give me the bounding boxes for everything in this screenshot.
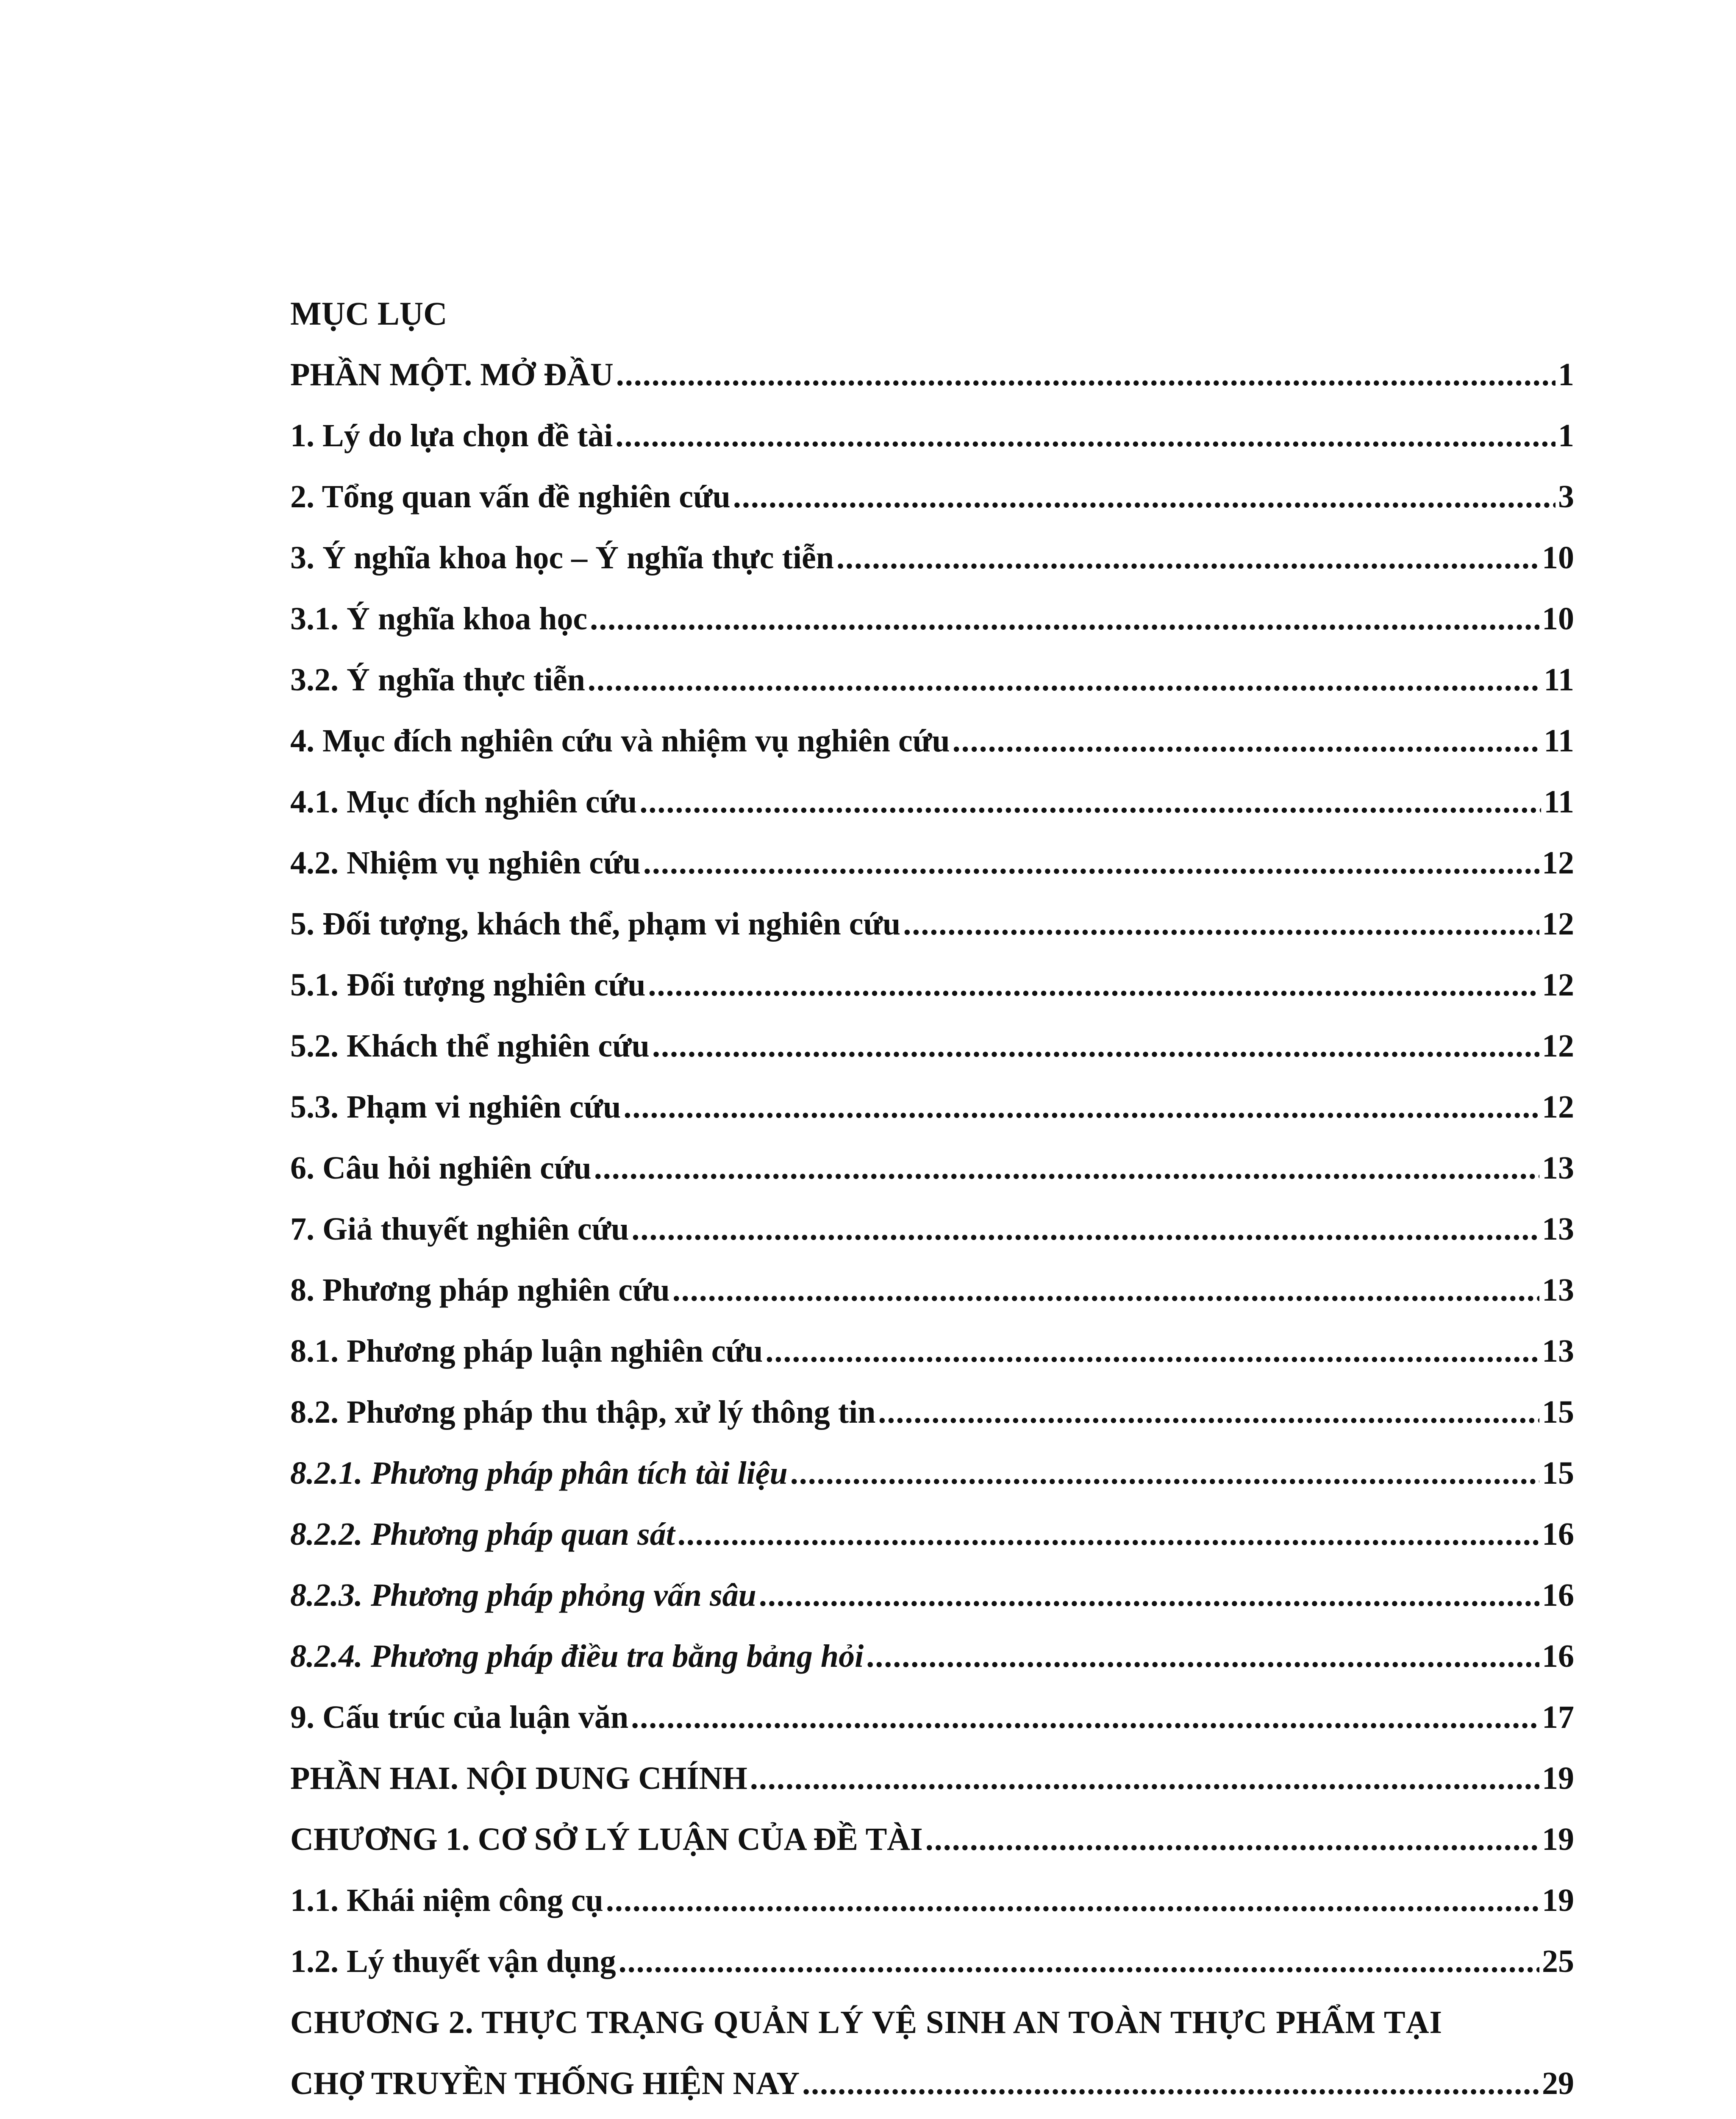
toc-entry-2[interactable] [290,466,1574,527]
dot-leader [588,649,1541,710]
toc-entry-page: 12 [1542,906,1574,942]
toc-entry-page: 11 [1544,784,1574,820]
toc-entry-label: 1. Lý do lựa chọn đề tài [290,418,613,453]
dot-leader [672,1260,1539,1321]
toc-entry-page: 11 [1544,662,1574,698]
toc-entry-9[interactable] [290,1687,1574,1748]
toc-entry-label: 2. Tổng quan vấn đề nghiên cứu [290,479,731,514]
dot-leader [765,1321,1539,1382]
toc-entry-page: 16 [1542,1638,1574,1674]
table-of-contents [290,283,1574,2114]
toc-entry-3-1[interactable] [290,588,1574,649]
toc-entry-label-line1: CHƯƠNG 2. THỰC TRẠNG QUẢN LÝ VỆ SINH AN TOÀN THỰC PHẨM TẠI [290,2005,1443,2040]
toc-entry-5-2[interactable] [290,1015,1574,1076]
dot-leader [616,344,1555,405]
toc-heading: MỤC LỤC [290,295,447,332]
dot-leader [878,1382,1539,1443]
dot-leader [590,588,1539,649]
toc-entry-page: 12 [1542,967,1574,1003]
toc-entry-5-1[interactable] [290,954,1574,1015]
toc-entry-label: 3. Ý nghĩa khoa học – Ý nghĩa thực tiễn [290,540,834,576]
dot-leader [652,1015,1539,1076]
toc-entry-line2 [290,2053,1574,2114]
dot-leader [733,466,1555,527]
toc-entry-page: 19 [1542,1821,1574,1857]
toc-entry-5[interactable] [290,893,1574,954]
toc-entry-label: 3.2. Ý nghĩa thực tiễn [290,662,585,698]
dot-leader [648,954,1539,1015]
toc-entry-chapter-1[interactable] [290,1809,1574,1870]
dot-leader [903,893,1539,954]
toc-entry-label: 9. Cấu trúc của luận văn [290,1699,629,1735]
toc-entry-page: 3 [1558,479,1574,514]
toc-entry-1-1[interactable] [290,1870,1574,1931]
dot-leader [615,405,1555,466]
toc-entry-page: 16 [1542,1516,1574,1552]
toc-entry-page: 10 [1542,540,1574,576]
toc-entry-6[interactable] [290,1137,1574,1199]
toc-entry-7[interactable] [290,1199,1574,1260]
toc-entry-page: 29 [1542,2066,1574,2101]
dot-leader [594,1137,1539,1199]
toc-entry-label: 8.2.2. Phương pháp quan sát [290,1516,675,1552]
toc-entry-8-2-3[interactable] [290,1565,1574,1626]
toc-entry-page: 12 [1542,1028,1574,1064]
dot-leader [643,832,1539,893]
toc-entry-page: 13 [1542,1272,1574,1308]
toc-entry-page: 17 [1542,1699,1574,1735]
toc-entry-label: CHƯƠNG 1. CƠ SỞ LÝ LUẬN CỦA ĐỀ TÀI [290,1821,923,1857]
toc-entry-label: 4.2. Nhiệm vụ nghiên cứu [290,845,641,881]
toc-entry-page: 1 [1558,418,1574,453]
toc-entry-8-1[interactable] [290,1321,1574,1382]
toc-entry-1-2[interactable] [290,1931,1574,1992]
toc-entry-label: 5. Đối tượng, khách thể, phạm vi nghiên cứu [290,906,901,942]
toc-entry-page: 16 [1542,1577,1574,1613]
toc-entry-label: 7. Giả thuyết nghiên cứu [290,1211,629,1247]
toc-entry-page: 25 [1542,1944,1574,1979]
dot-leader [678,1504,1539,1565]
dot-leader [639,771,1541,832]
toc-entry-label: 8. Phương pháp nghiên cứu [290,1272,670,1308]
toc-entry-8-2-4[interactable] [290,1626,1574,1687]
dot-leader [631,1687,1539,1748]
toc-entry-label: 8.2.4. Phương pháp điều tra bằng bảng hỏi [290,1638,864,1674]
toc-entry-label: 5.2. Khách thể nghiên cứu [290,1028,650,1064]
toc-entry-label: 1.2. Lý thuyết vận dụng [290,1944,616,1979]
toc-entry-page: 10 [1542,601,1574,637]
toc-entry-8[interactable] [290,1260,1574,1321]
toc-entry-label: 8.2.3. Phương pháp phỏng vấn sâu [290,1577,756,1613]
dot-leader [866,1626,1539,1687]
toc-entry-label: 8.1. Phương pháp luận nghiên cứu [290,1333,763,1369]
toc-entry-4-2[interactable] [290,832,1574,893]
toc-entry-label: 5.1. Đối tượng nghiên cứu [290,967,646,1003]
toc-entry-page: 19 [1542,1883,1574,1918]
toc-entry-page: 12 [1542,1089,1574,1125]
toc-entry-page: 15 [1542,1455,1574,1491]
dot-leader [759,1565,1539,1626]
dot-leader [619,1931,1539,1992]
dot-leader [802,2053,1539,2114]
dot-leader [750,1748,1539,1809]
toc-entry-label: 8.2.1. Phương pháp phân tích tài liệu [290,1455,788,1491]
toc-entry-page: 19 [1542,1760,1574,1796]
toc-entry-8-2-1[interactable] [290,1443,1574,1504]
toc-entry-page: 1 [1558,357,1574,392]
dot-leader [925,1809,1539,1870]
dot-leader [836,527,1539,588]
dot-leader [623,1076,1539,1137]
toc-entry-5-3[interactable] [290,1076,1574,1137]
toc-entry-part-2[interactable] [290,1748,1574,1809]
toc-entry-label: PHẦN HAI. NỘI DUNG CHÍNH [290,1760,747,1796]
toc-entry-1[interactable] [290,405,1574,466]
toc-entry-3-2[interactable] [290,649,1574,710]
toc-entry-label: PHẦN MỘT. MỞ ĐẦU [290,357,614,392]
toc-entry-4[interactable] [290,710,1574,771]
dot-leader [953,710,1542,771]
toc-entry-page: 12 [1542,845,1574,881]
toc-entry-label: 8.2. Phương pháp thu thập, xử lý thông tin [290,1394,876,1430]
toc-entry-page: 15 [1542,1394,1574,1430]
toc-entry-4-1[interactable] [290,771,1574,832]
toc-entry-8-2[interactable] [290,1382,1574,1443]
toc-entry-chapter-2[interactable] [290,1992,1574,2114]
toc-entry-page: 11 [1544,723,1574,759]
toc-entry-page: 13 [1542,1333,1574,1369]
dot-leader [631,1199,1539,1260]
toc-entry-label: 4. Mục đích nghiên cứu và nhiệm vụ nghiên cứu [290,723,950,759]
dot-leader [606,1870,1539,1931]
toc-entry-label: 5.3. Phạm vi nghiên cứu [290,1089,621,1125]
toc-entry-label: 6. Câu hỏi nghiên cứu [290,1150,592,1186]
toc-entry-label-line2: CHỢ TRUYỀN THỐNG HIỆN NAY [290,2066,800,2101]
toc-entry-label: 4.1. Mục đích nghiên cứu [290,784,637,820]
toc-entry-3[interactable] [290,527,1574,588]
toc-entry-page: 13 [1542,1211,1574,1247]
toc-entry-part-1[interactable] [290,344,1574,405]
dot-leader [790,1443,1539,1504]
toc-entry-page: 13 [1542,1150,1574,1186]
toc-entry-label: 1.1. Khái niệm công cụ [290,1883,603,1918]
toc-entry-label: 3.1. Ý nghĩa khoa học [290,601,588,637]
toc-entry-8-2-2[interactable] [290,1504,1574,1565]
